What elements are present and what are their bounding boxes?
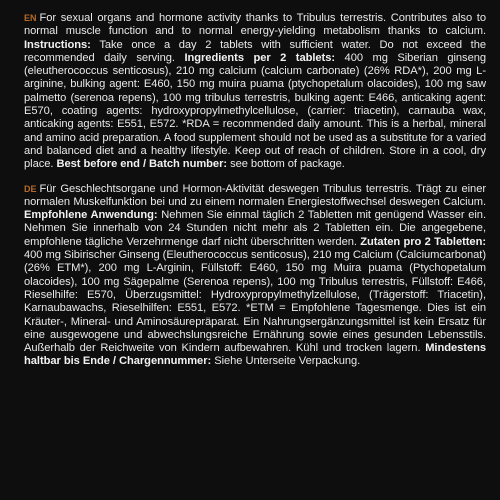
de-intro-text: Für Geschlechtsorgane und Hormon-Aktivität deswegen Tribulus terrestris. Trägt zu einer normalen Muskelfunktion bei und zu einem normalen Energiestoffwechsel deswegen Calcium. [24, 182, 486, 208]
language-tag-en: EN [24, 13, 37, 23]
en-ingredients-text: 400 mg Siberian ginseng (eleutherococcus senticosus), 210 mg calcium (calcium carbonate) (26% RDA*), 200 mg L-arginine, bulking agent: E460, 150 mg muira puama (ptychopetalum olacoides), 100 mg saw palmetto (serenoa repens), 100 mg tribulus terrestris, bulking agent: E466, anticaking agent: E570, coating agents: hydroxypropylmethylcellulose, (carrier: triacetin), carnauba wax, anticaking agents: E551, E572. *RDA = recommended daily amount. This is a herbal, mineral and amino acid preparation. A food supplement should not be used as a substitute for a varied and balanced diet and a healthy lifestyle. Keep out of reach of children. Store in a cool, dry place. [24, 51, 487, 171]
language-tag-de: DE [24, 183, 37, 194]
english-section [24, 12, 486, 172]
de-ingredients-label: Zutaten pro 2 Tabletten: [360, 235, 486, 248]
de-ingredients-text: 400 mg Sibirischer Ginseng (Eleutherococcus senticosus), 210 mg Calcium (Calciumcarbonat) (26% ETM*), 200 mg L-Arginin, Füllstoff: E460, 150 mg Muira puama (Ptychopetalum olacoides), 100 mg Sägepalme (Serenoa repens), 100 mg Tribulus terrestris, Füllstoff: E466, Rieselhilfe: E570, Überzugsmittel: Hydroxypropylmethylzellulose, (Trägerstoff: Triacetin), Karnaubawachs, Rieselhilfen: E551, E572. *ETM = Empfohlene Tagesmenge. Dies ist ein Kräuter-, Mineral- und Aminosäurepräparat. Ein Nahrungsergänzungsmittel ist kein Ersatz für eine ausgewogene und abwechslungsreiche Ernährung sowie eines gesunden Lebensstils. Außerhalb der Reichweite von Kindern aufbewahren. Kühl und trocken lagern. [24, 249, 486, 355]
de-best-before-text: Siehe Unterseite Verpackung. [214, 355, 361, 368]
de-instructions-label: Empfohlene Anwendung: [24, 209, 158, 222]
en-instructions-text: Take once a day 2 tablets with sufficient water. Do not exceed the recommended daily serving. [24, 38, 486, 64]
en-intro-text: For sexual organs and hormone activity thanks to Tribulus terrestris. Contributes also to normal muscle function and to normal energy-yielding metabolism thanks to calcium. [24, 12, 486, 38]
en-best-before-label: Best before end / Batch number: [56, 158, 228, 171]
de-instructions-text: Nehmen Sie einmal täglich 2 Tabletten mit genügend Wasser ein. Nehmen Sie innerhalb von 24 Stunden nicht mehr als 2 Tabletten ein. Die angegebene, empfohlene tägliche Verzehrmenge darf nicht überschritten werden. [24, 209, 486, 248]
en-best-before-text: see bottom of package. [230, 158, 345, 171]
en-instructions-label: Instructions: [24, 38, 91, 51]
de-best-before-label: Mindestens haltbar bis Ende / Chargennummer: [24, 342, 486, 368]
en-ingredients-label: Ingredients per 2 tablets: [184, 51, 336, 64]
german-section [24, 183, 486, 369]
